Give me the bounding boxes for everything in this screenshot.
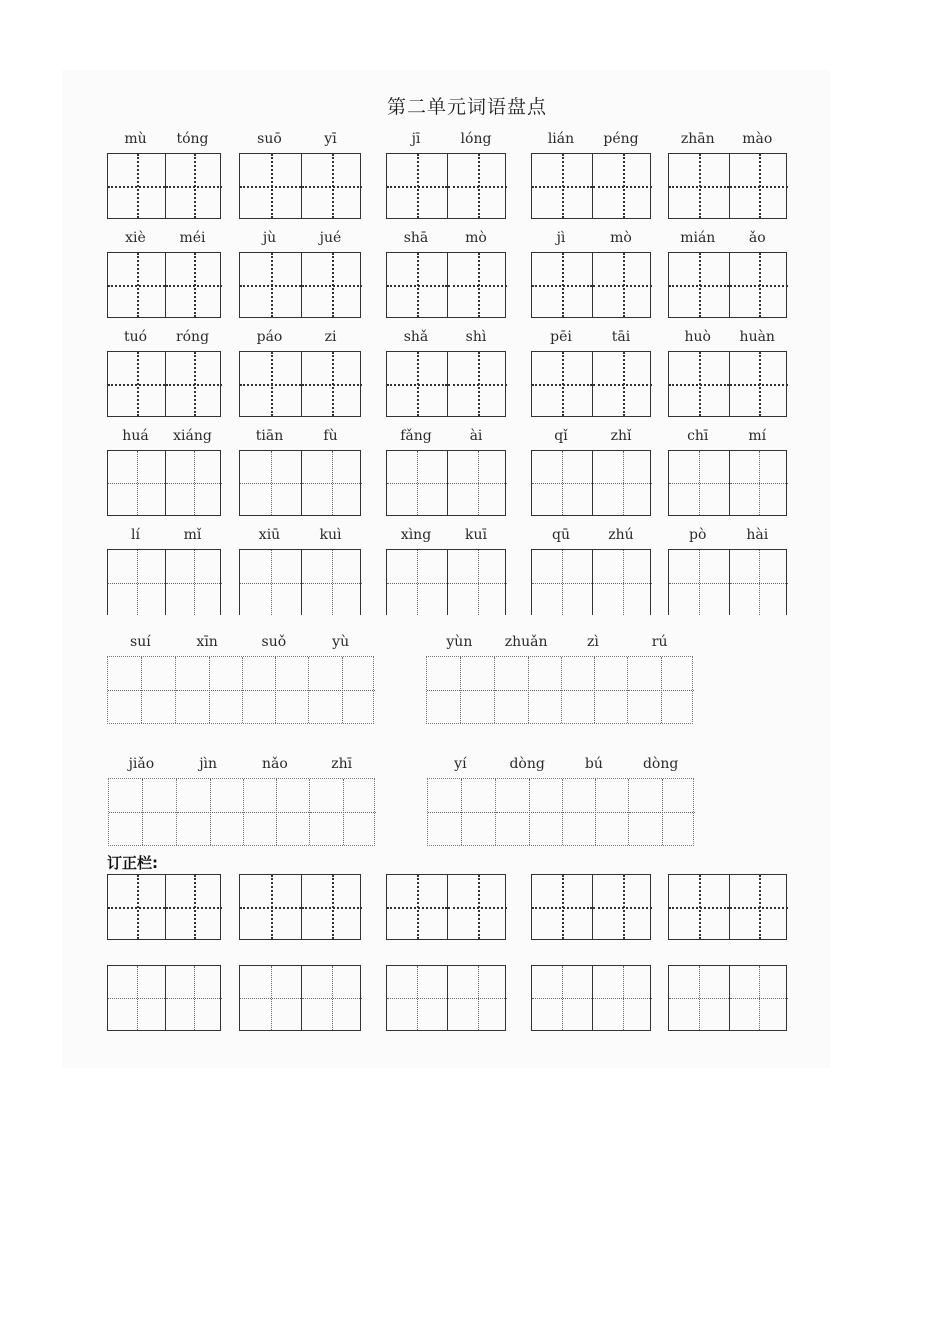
writing-cell[interactable] bbox=[447, 154, 507, 218]
writing-cell[interactable] bbox=[532, 352, 592, 416]
correction-box bbox=[386, 965, 506, 1031]
writing-cell[interactable] bbox=[447, 966, 507, 1030]
idiom-box bbox=[107, 656, 374, 724]
writing-cell[interactable] bbox=[729, 451, 789, 515]
pinyin-label: yù bbox=[332, 634, 350, 650]
pinyin-label: mào bbox=[742, 131, 773, 147]
writing-cell[interactable] bbox=[532, 550, 592, 615]
pinyin-label: kuì bbox=[319, 527, 342, 543]
pinyin-label: huàn bbox=[739, 329, 775, 345]
word-box bbox=[239, 252, 361, 318]
writing-cell[interactable] bbox=[532, 253, 592, 317]
writing-cell[interactable] bbox=[532, 875, 592, 939]
writing-cell[interactable] bbox=[729, 875, 789, 939]
writing-cell[interactable] bbox=[387, 154, 447, 218]
writing-cell[interactable] bbox=[243, 779, 310, 845]
pinyin-label: qū bbox=[552, 527, 570, 543]
writing-cell[interactable] bbox=[301, 352, 362, 416]
pinyin-label: jù bbox=[262, 230, 277, 246]
pinyin-label: mò bbox=[610, 230, 632, 246]
word-box bbox=[386, 450, 506, 516]
pinyin-label: zi bbox=[324, 329, 337, 345]
writing-cell[interactable] bbox=[387, 352, 447, 416]
pinyin-label: suǒ bbox=[261, 634, 287, 650]
pinyin-label: zhān bbox=[680, 131, 715, 147]
pinyin-label: mò bbox=[465, 230, 487, 246]
word-box bbox=[239, 549, 361, 615]
writing-cell[interactable] bbox=[729, 253, 789, 317]
writing-cell[interactable] bbox=[562, 779, 629, 845]
writing-cell[interactable] bbox=[108, 451, 165, 515]
writing-cell[interactable] bbox=[108, 154, 165, 218]
writing-cell[interactable] bbox=[729, 154, 789, 218]
pinyin-label: mí bbox=[748, 428, 767, 444]
writing-cell[interactable] bbox=[165, 451, 222, 515]
writing-cell[interactable] bbox=[301, 154, 362, 218]
pinyin-label: mǐ bbox=[183, 527, 202, 543]
writing-cell[interactable] bbox=[592, 966, 652, 1030]
writing-cell[interactable] bbox=[301, 253, 362, 317]
writing-cell[interactable] bbox=[240, 253, 301, 317]
word-box bbox=[107, 549, 221, 615]
pinyin-label: shì bbox=[465, 329, 487, 345]
idiom-box bbox=[108, 778, 375, 846]
writing-cell[interactable] bbox=[447, 875, 507, 939]
pinyin-label: ǎo bbox=[748, 230, 766, 246]
word-box bbox=[531, 450, 651, 516]
writing-cell[interactable] bbox=[447, 253, 507, 317]
writing-cell[interactable] bbox=[669, 352, 729, 416]
pinyin-label: fù bbox=[323, 428, 338, 444]
pinyin-label: xiáng bbox=[173, 428, 212, 444]
writing-cell[interactable] bbox=[387, 966, 447, 1030]
writing-cell[interactable] bbox=[729, 966, 789, 1030]
writing-cell[interactable] bbox=[495, 779, 562, 845]
writing-cell[interactable] bbox=[108, 966, 165, 1030]
writing-cell[interactable] bbox=[387, 451, 447, 515]
pinyin-label: suō bbox=[257, 131, 282, 147]
writing-cell[interactable] bbox=[729, 550, 789, 615]
correction-box bbox=[668, 874, 787, 940]
writing-cell[interactable] bbox=[669, 875, 729, 939]
writing-cell[interactable] bbox=[165, 966, 222, 1030]
pinyin-label: ài bbox=[469, 428, 483, 444]
writing-cell[interactable] bbox=[108, 875, 165, 939]
pinyin-label: xiū bbox=[258, 527, 281, 543]
pinyin-label: lóng bbox=[460, 131, 492, 147]
pinyin-label: kuī bbox=[465, 527, 487, 543]
writing-cell[interactable] bbox=[669, 253, 729, 317]
word-box bbox=[531, 351, 651, 417]
word-box bbox=[668, 450, 787, 516]
pinyin-label: yī bbox=[324, 131, 337, 147]
pinyin-label: mù bbox=[124, 131, 147, 147]
writing-cell[interactable] bbox=[669, 154, 729, 218]
writing-cell[interactable] bbox=[165, 352, 222, 416]
writing-cell[interactable] bbox=[669, 966, 729, 1030]
pinyin-label: bú bbox=[584, 756, 603, 772]
idiom-box bbox=[426, 656, 693, 724]
writing-cell[interactable] bbox=[108, 253, 165, 317]
writing-cell[interactable] bbox=[592, 451, 652, 515]
pinyin-label: xìng bbox=[400, 527, 432, 543]
writing-cell[interactable] bbox=[301, 875, 362, 939]
writing-cell[interactable] bbox=[428, 779, 495, 845]
writing-cell[interactable] bbox=[447, 352, 507, 416]
pinyin-label: róng bbox=[175, 329, 210, 345]
writing-cell[interactable] bbox=[176, 779, 243, 845]
writing-cell[interactable] bbox=[592, 253, 652, 317]
writing-cell[interactable] bbox=[592, 550, 652, 615]
pinyin-label: huò bbox=[684, 329, 711, 345]
writing-cell[interactable] bbox=[627, 657, 694, 723]
writing-cell[interactable] bbox=[447, 550, 507, 615]
writing-cell[interactable] bbox=[447, 451, 507, 515]
pinyin-label: chī bbox=[687, 428, 709, 444]
word-box bbox=[668, 351, 787, 417]
word-box bbox=[531, 153, 651, 219]
pinyin-label: zhú bbox=[608, 527, 634, 543]
pinyin-label: tuó bbox=[123, 329, 148, 345]
writing-cell[interactable] bbox=[165, 253, 222, 317]
writing-cell[interactable] bbox=[387, 550, 447, 615]
pinyin-label: zhī bbox=[331, 756, 353, 772]
pinyin-label: xīn bbox=[196, 634, 218, 650]
word-box bbox=[386, 351, 506, 417]
writing-cell[interactable] bbox=[165, 550, 222, 615]
writing-cell[interactable] bbox=[240, 550, 301, 615]
pinyin-label: tāi bbox=[611, 329, 631, 345]
word-box bbox=[668, 549, 787, 615]
word-box bbox=[107, 252, 221, 318]
word-box bbox=[668, 252, 787, 318]
writing-cell[interactable] bbox=[592, 154, 652, 218]
page-title: 第二单元词语盘点 bbox=[386, 96, 547, 118]
writing-cell[interactable] bbox=[427, 657, 494, 723]
pinyin-label: huá bbox=[122, 428, 149, 444]
word-box bbox=[531, 252, 651, 318]
correction-box bbox=[531, 965, 651, 1031]
word-box bbox=[386, 252, 506, 318]
word-box bbox=[668, 153, 787, 219]
writing-cell[interactable] bbox=[308, 657, 375, 723]
word-box bbox=[239, 153, 361, 219]
writing-cell[interactable] bbox=[240, 966, 301, 1030]
pinyin-label: lí bbox=[131, 527, 140, 543]
pinyin-label: hài bbox=[746, 527, 769, 543]
pinyin-label: páo bbox=[256, 329, 283, 345]
word-box bbox=[531, 549, 651, 615]
word-box bbox=[107, 450, 221, 516]
writing-cell[interactable] bbox=[240, 451, 301, 515]
writing-cell[interactable] bbox=[301, 966, 362, 1030]
writing-cell[interactable] bbox=[165, 875, 222, 939]
writing-cell[interactable] bbox=[387, 253, 447, 317]
pinyin-label: mián bbox=[680, 230, 716, 246]
writing-cell[interactable] bbox=[592, 352, 652, 416]
pinyin-label: zhǐ bbox=[610, 428, 632, 444]
word-box bbox=[107, 153, 221, 219]
correction-box bbox=[239, 874, 361, 940]
pinyin-label: xiè bbox=[125, 230, 146, 246]
correction-label: 订正栏: bbox=[107, 854, 158, 872]
pinyin-label: tiān bbox=[255, 428, 284, 444]
correction-box bbox=[386, 874, 506, 940]
pinyin-label: yí bbox=[454, 756, 467, 772]
pinyin-label: shā bbox=[403, 230, 429, 246]
pinyin-label: yùn bbox=[446, 634, 473, 650]
pinyin-label: rú bbox=[651, 634, 668, 650]
writing-cell[interactable] bbox=[561, 657, 628, 723]
pinyin-label: qǐ bbox=[554, 428, 568, 444]
correction-box bbox=[239, 965, 361, 1031]
writing-cell[interactable] bbox=[108, 550, 165, 615]
writing-cell[interactable] bbox=[240, 352, 301, 416]
writing-cell[interactable] bbox=[494, 657, 561, 723]
correction-box bbox=[531, 874, 651, 940]
writing-cell[interactable] bbox=[669, 550, 729, 615]
writing-cell[interactable] bbox=[165, 154, 222, 218]
pinyin-label: jī bbox=[411, 131, 421, 147]
pinyin-label: fǎng bbox=[400, 428, 432, 444]
pinyin-label: jì bbox=[556, 230, 566, 246]
writing-cell[interactable] bbox=[301, 451, 362, 515]
pinyin-label: méi bbox=[179, 230, 206, 246]
pinyin-label: suí bbox=[130, 634, 151, 650]
pinyin-label: jué bbox=[319, 230, 342, 246]
pinyin-label: pò bbox=[689, 527, 707, 543]
pinyin-label: péng bbox=[603, 131, 639, 147]
word-box bbox=[386, 549, 506, 615]
pinyin-label: lián bbox=[547, 131, 575, 147]
writing-cell[interactable] bbox=[301, 550, 362, 615]
writing-cell[interactable] bbox=[628, 779, 695, 845]
writing-cell[interactable] bbox=[592, 875, 652, 939]
word-box bbox=[239, 450, 361, 516]
pinyin-label: dòng bbox=[509, 756, 545, 772]
writing-cell[interactable] bbox=[240, 875, 301, 939]
writing-cell[interactable] bbox=[669, 451, 729, 515]
idiom-box bbox=[427, 778, 694, 846]
correction-box bbox=[107, 874, 221, 940]
writing-cell[interactable] bbox=[532, 966, 592, 1030]
pinyin-label: pēi bbox=[550, 329, 572, 345]
word-box bbox=[107, 351, 221, 417]
word-box bbox=[239, 351, 361, 417]
writing-cell[interactable] bbox=[108, 352, 165, 416]
writing-cell[interactable] bbox=[729, 352, 789, 416]
pinyin-label: jiǎo bbox=[128, 756, 155, 772]
writing-cell[interactable] bbox=[240, 154, 301, 218]
writing-cell[interactable] bbox=[242, 657, 309, 723]
writing-cell[interactable] bbox=[108, 657, 175, 723]
pinyin-label: zì bbox=[586, 634, 599, 650]
writing-cell[interactable] bbox=[532, 451, 592, 515]
pinyin-label: jìn bbox=[199, 756, 218, 772]
writing-cell[interactable] bbox=[387, 875, 447, 939]
pinyin-label: shǎ bbox=[403, 329, 429, 345]
pinyin-label: zhuǎn bbox=[504, 634, 548, 650]
pinyin-label: nǎo bbox=[261, 756, 288, 772]
correction-box bbox=[668, 965, 787, 1031]
writing-cell[interactable] bbox=[309, 779, 376, 845]
word-box bbox=[386, 153, 506, 219]
correction-box bbox=[107, 965, 221, 1031]
writing-cell[interactable] bbox=[109, 779, 176, 845]
writing-cell[interactable] bbox=[532, 154, 592, 218]
writing-cell[interactable] bbox=[175, 657, 242, 723]
pinyin-label: tóng bbox=[176, 131, 209, 147]
pinyin-label: dòng bbox=[642, 756, 679, 772]
